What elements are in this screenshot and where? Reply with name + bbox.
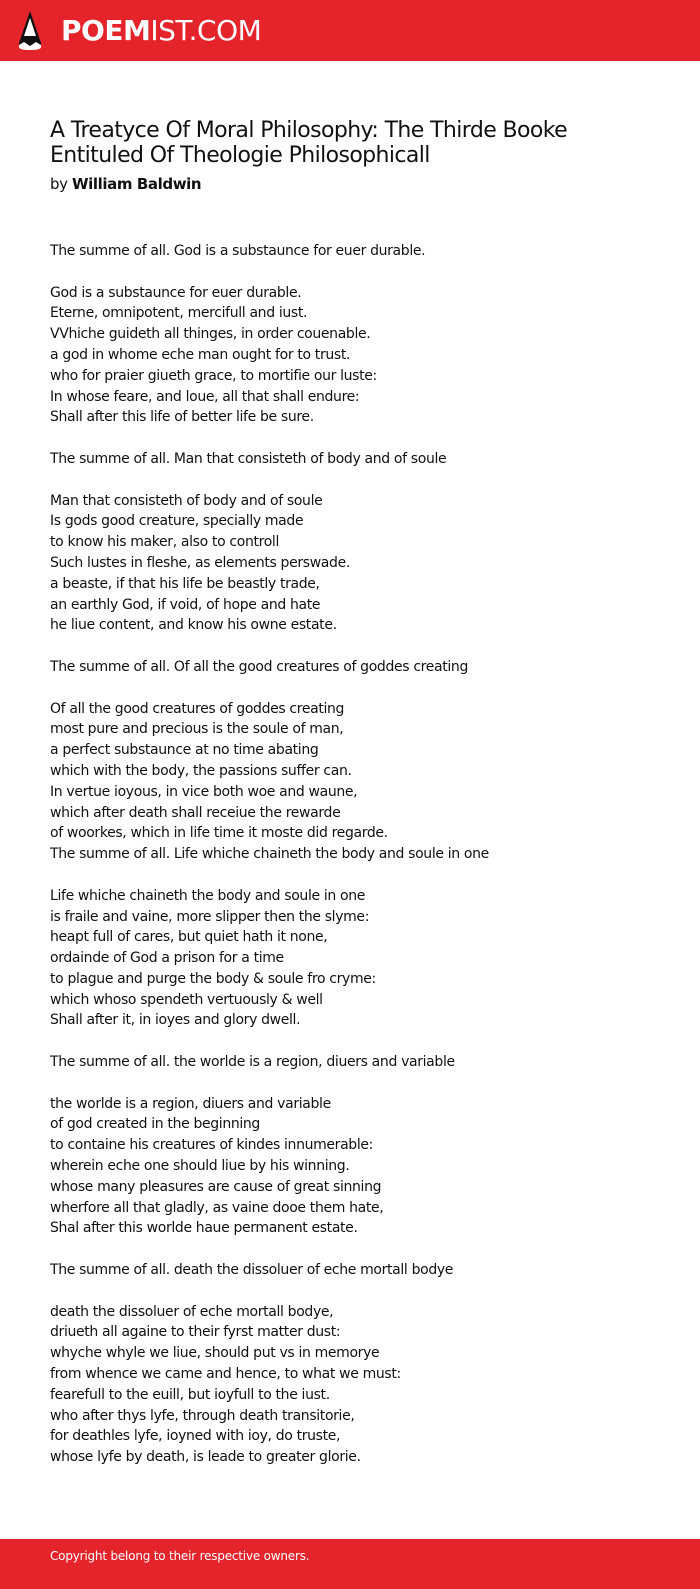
stanza-break [50,865,660,886]
logo-wordmark [61,9,261,52]
poem-line: whose many pleasures are cause of great sinning [50,1178,382,1195]
poem-line: Shall after this life of better life be sure. [50,409,314,426]
poem-body [50,241,660,1468]
logo-text-bold: POEM [61,14,151,47]
by-label: by [50,175,68,193]
poem-line: he liue content, and know his owne estate. [50,617,337,634]
poem-line: Of all the good creatures of goddes creating [50,700,345,717]
stanza-break [50,1031,660,1052]
poem-line: The summe of all. God is a substaunce for euer durable. [50,243,426,259]
poem-line: death the dissoluer of eche mortall bodye, [50,1303,334,1320]
poem-line: In whose feare, and loue, all that shall endure: [50,388,360,405]
poem-line: of woorkes, which in life time it moste did regarde. [50,825,388,842]
site-footer [0,1539,700,1589]
pencil-tip-icon [17,9,43,52]
poem-line: The summe of all. death the dissoluer of eche mortall bodye [50,1262,454,1279]
stanza-break [50,470,660,491]
poem-line: The summe of all. Man that consisteth of body and of soule [50,450,447,467]
poem-line: a perfect substaunce at no time abating [50,742,319,759]
poem-line: ordainde of God a prison for a time [50,950,284,967]
poem-line: who for praier giueth grace, to mortifie our luste: [50,367,377,384]
poem-line: of god created in the beginning [50,1116,260,1133]
poem-line: to know his maker, also to controll [50,534,280,551]
poem-line: heapt full of cares, but quiet hath it none, [50,929,328,946]
poem-line: Shal after this worlde haue permanent estate. [50,1220,358,1237]
poem-line: God is a substaunce for euer durable. [50,284,302,301]
stanza-break [50,1281,660,1302]
stanza-break [50,1239,660,1260]
poem-line: which with the body, the passions suffer can. [50,762,352,779]
poem-line: whose lyfe by death, is leade to greater glorie. [50,1449,361,1466]
copyright-text: Copyright belong to their respective owners. [50,1549,310,1563]
poem-line: Is gods good creature, specially made [50,513,304,530]
stanza-break [50,1073,660,1094]
poem-line: Such lustes in fleshe, as elements perswade. [50,554,350,571]
poem-line: which whoso spendeth vertuously & well [50,991,323,1008]
poem-line: the worlde is a region, diuers and variable [50,1095,331,1112]
poem-line: Man that consisteth of body and of soule [50,492,323,509]
byline [50,174,660,194]
poem-line: In vertue ioyous, in vice both woe and waune, [50,783,358,800]
poem-line: driueth all againe to their fyrst matter dust: [50,1324,341,1341]
poem-line: Shall after it, in ioyes and glory dwell. [50,1012,301,1029]
poem-line: most pure and precious is the soule of man, [50,721,344,738]
author-link[interactable]: William Baldwin [71,175,202,193]
poem-line: a god in whome eche man ought for to trust. [50,346,351,363]
stanza-break [50,262,660,283]
poem-line: The summe of all. Of all the good creatures of goddes creating [50,658,468,675]
poem-line: a beaste, if that his life be beastly trade, [50,575,320,592]
poem-line: The summe of all. Life whiche chaineth the body and soule in one [50,846,489,863]
poem-line: wherein eche one should liue by his winning. [50,1158,350,1175]
poem-heading [50,118,660,194]
poem-title: A Treatyce Of Moral Philosophy: The Thirde Booke Entituled Of Theologie Philosophicall [50,118,568,168]
site-logo[interactable] [17,9,261,52]
poem-line: is fraile and vaine, more slipper then the slyme: [50,908,370,925]
poem-line: wherfore all that gladly, as vaine dooe them hate, [50,1199,384,1216]
poem-line: which after death shall receiue the rewarde [50,804,341,821]
poem-line: VVhiche guideth all thinges, in order couenable. [50,326,371,343]
poem-line: an earthly God, if void, of hope and hate [50,596,321,613]
poem-line: to containe his creatures of kindes innumerable: [50,1137,374,1154]
poem-line: whyche whyle we liue, should put vs in memorye [50,1345,380,1362]
poem-line: Life whiche chaineth the body and soule in one [50,887,366,904]
logo-text-light: IST.COM [150,14,262,47]
stanza-break [50,428,660,449]
poem-line: from whence we came and hence, to what we must: [50,1366,401,1383]
poem-line: Eterne, omnipotent, mercifull and iust. [50,305,308,322]
poem-line: for deathles lyfe, ioyned with ioy, do truste, [50,1428,341,1445]
poem-line: The summe of all. the worlde is a region, diuers and variable [50,1054,455,1071]
stanza-break [50,678,660,699]
stanza-break [50,636,660,657]
poem-line: fearefull to the euill, but ioyfull to the iust. [50,1386,330,1403]
poem-line: to plague and purge the body & soule fro cryme: [50,970,376,987]
site-header [0,0,700,61]
poem-line: who after thys lyfe, through death transitorie, [50,1407,355,1424]
